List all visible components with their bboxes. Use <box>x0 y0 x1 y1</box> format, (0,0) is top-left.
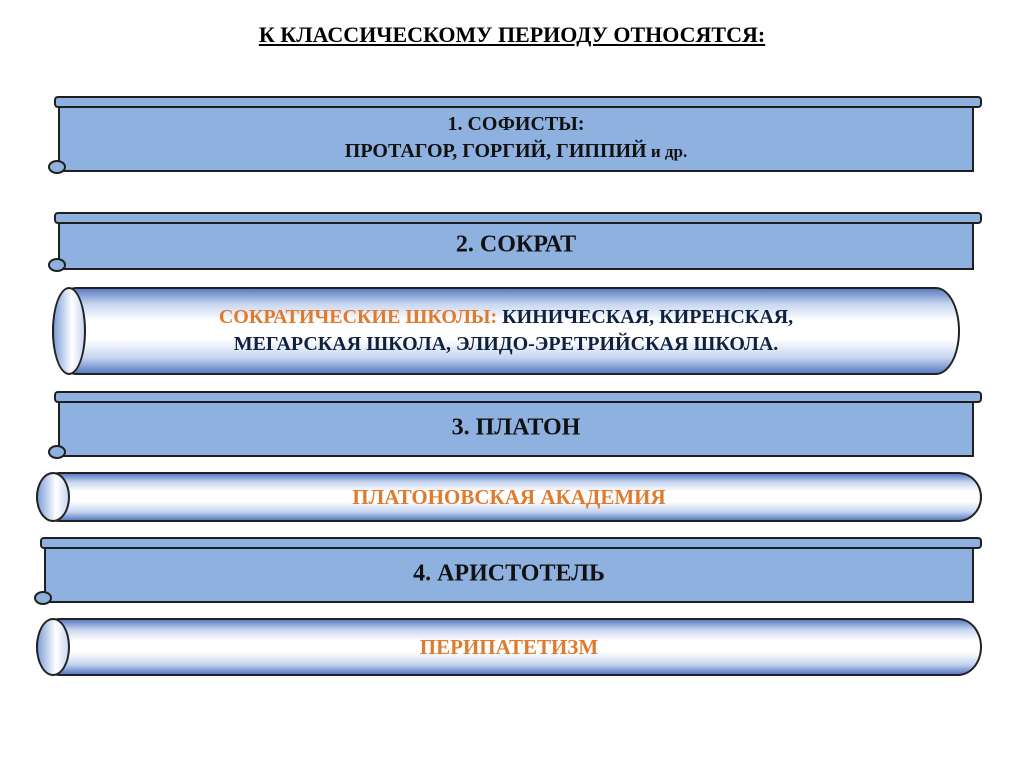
sophists-heading: 1. СОФИСТЫ: <box>447 113 585 135</box>
platonic-academy-label: ПЛАТОНОВСКАЯ АКАДЕМИЯ <box>352 484 666 509</box>
banner-sophists <box>58 104 974 172</box>
scroll-curl-top <box>54 212 982 224</box>
scroll-curl-bottom <box>48 445 66 459</box>
aristotle-label: 4. АРИСТОТЕЛЬ <box>413 560 605 587</box>
scroll-curl-top <box>54 391 982 403</box>
peripateticism-label: ПЕРИПАТЕТИЗМ <box>419 634 599 659</box>
socratic-schools-line1: СОКРАТИЧЕСКИЕ ШКОЛЫ: КИНИЧЕСКАЯ, КИРЕНСКАЯ, <box>218 306 794 328</box>
scroll-curl-top <box>40 537 982 549</box>
plato-label: 3. ПЛАТОН <box>451 414 581 441</box>
banner-peripateticism <box>36 618 982 676</box>
banner-platonic-academy <box>36 472 982 522</box>
sophists-names: ПРОТАГОР, ГОРГИЙ, ГИППИЙ и др. <box>344 140 688 162</box>
scroll-curl-bottom <box>48 258 66 272</box>
page-title: К КЛАССИЧЕСКОМУ ПЕРИОДУ ОТНОСЯТСЯ: <box>258 22 766 47</box>
socrates-label: 2. СОКРАТ <box>455 231 577 258</box>
banner-plato <box>58 399 974 457</box>
banner-socratic-schools <box>52 287 960 375</box>
scroll-curl-top <box>54 96 982 108</box>
scroll-curl-bottom <box>34 591 52 605</box>
socratic-schools-line2: МЕГАРСКАЯ ШКОЛА, ЭЛИДО-ЭРЕТРИЙСКАЯ ШКОЛА. <box>233 333 779 355</box>
banner-socrates <box>58 220 974 270</box>
banner-aristotle <box>44 545 974 603</box>
